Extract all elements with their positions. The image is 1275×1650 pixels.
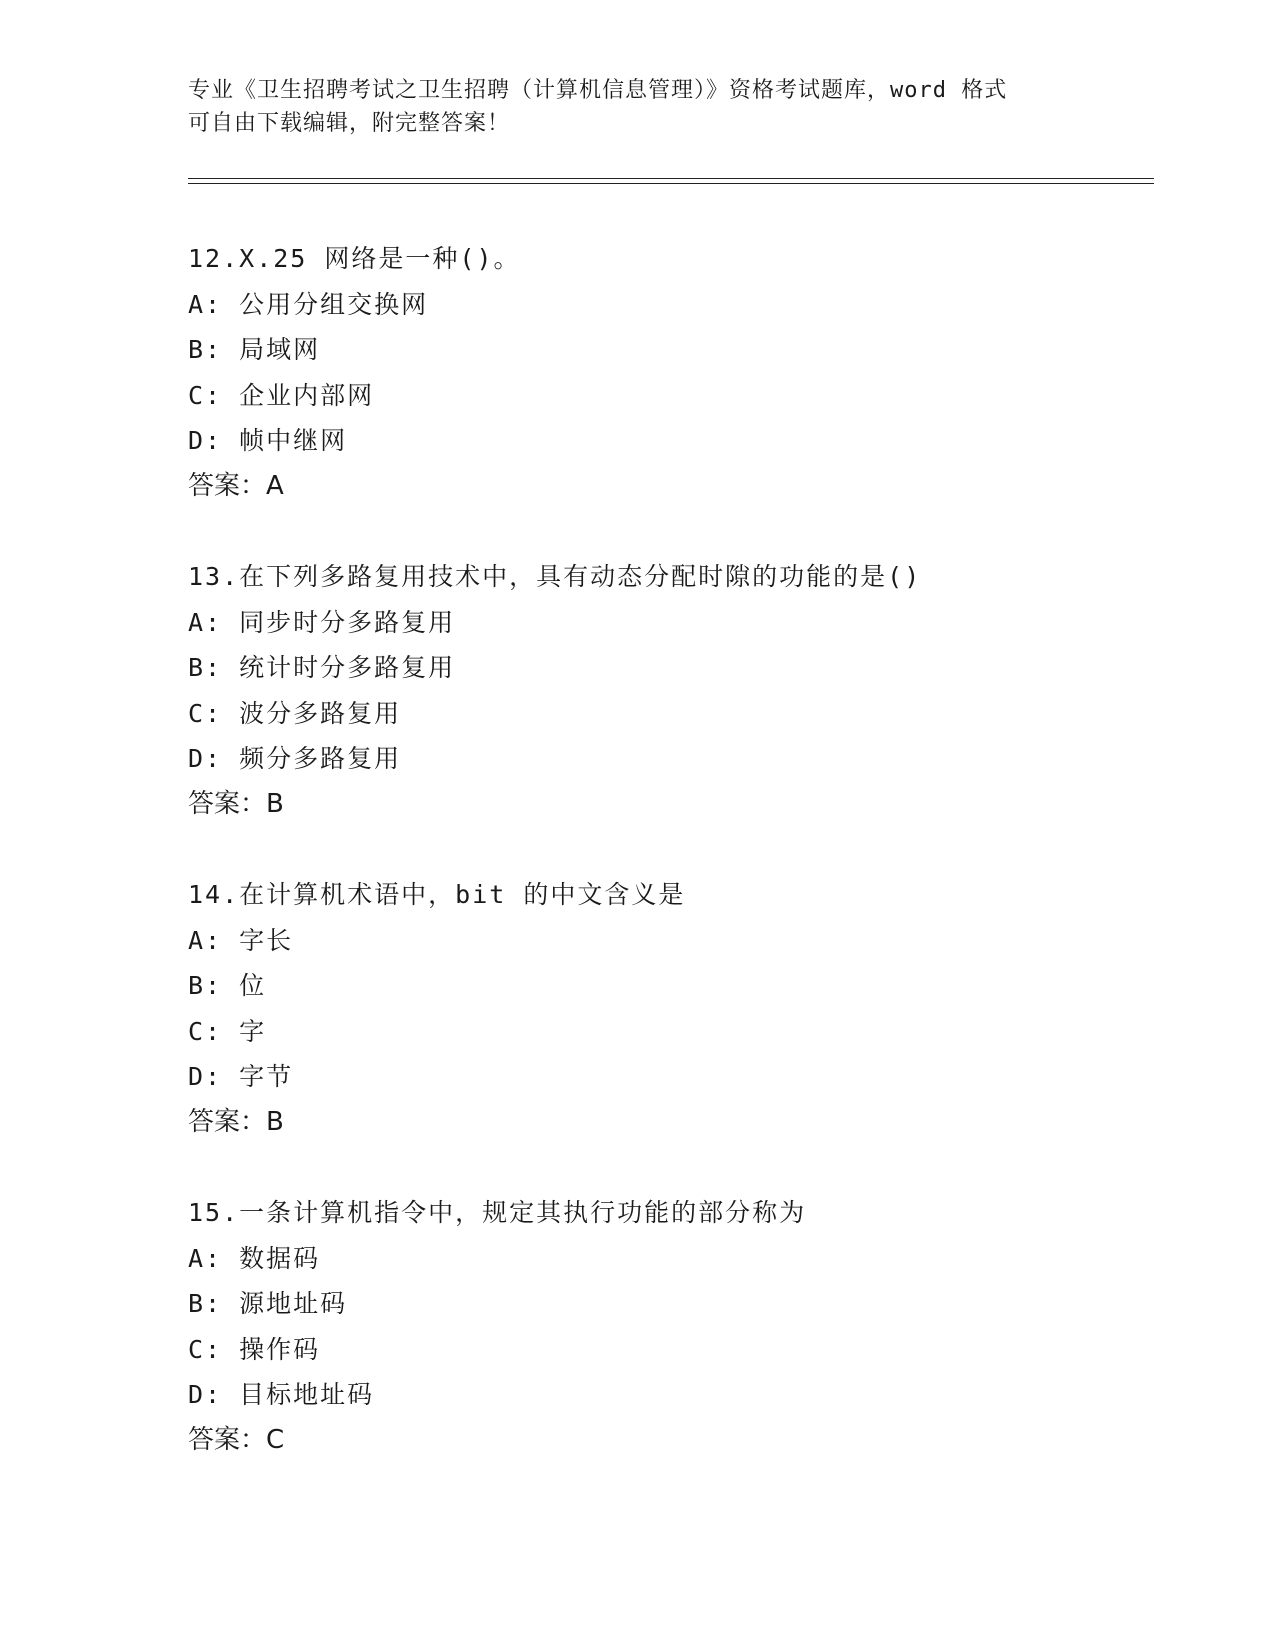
- option-b: B: 统计时分多路复用: [188, 653, 456, 682]
- option-a: A: 公用分组交换网: [188, 289, 429, 319]
- option-d: D: 字节: [188, 1062, 294, 1091]
- option-c: C: 波分多路复用: [188, 698, 402, 728]
- option-d: D: 帧中继网: [188, 426, 348, 455]
- option-b: B: 局域网: [188, 335, 321, 364]
- question-14: [188, 872, 1148, 1145]
- option-c: C: 操作码: [188, 1334, 321, 1364]
- option-b: B: 位: [188, 971, 267, 1000]
- header-line-2: 可自由下载编辑，附完整答案！: [188, 111, 511, 136]
- answer-line: 答案：B: [188, 1106, 284, 1137]
- header-divider: [188, 178, 1154, 184]
- option-b: B: 源地址码: [188, 1289, 348, 1318]
- answer-line: 答案：C: [188, 1424, 285, 1455]
- question-12: [188, 236, 1148, 509]
- question-15: [188, 1190, 1148, 1463]
- question-stem: 12.X.25 网络是一种()。: [188, 244, 521, 273]
- option-d: D: 频分多路复用: [188, 744, 402, 773]
- question-stem: 13.在下列多路复用技术中，具有动态分配时隙的功能的是(): [188, 562, 922, 591]
- option-a: A: 字长: [188, 925, 294, 955]
- question-stem: 15.一条计算机指令中，规定其执行功能的部分称为: [188, 1198, 807, 1227]
- option-c: C: 字: [188, 1016, 267, 1046]
- option-c: C: 企业内部网: [188, 380, 375, 410]
- answer-line: 答案：B: [188, 788, 284, 819]
- option-d: D: 目标地址码: [188, 1380, 375, 1409]
- question-list: [188, 236, 1148, 1508]
- question-13: [188, 554, 1148, 827]
- header-line-1: 专业《卫生招聘考试之卫生招聘（计算机信息管理）》资格考试题库，word 格式: [188, 78, 1008, 103]
- option-a: A: 数据码: [188, 1243, 321, 1273]
- answer-line: 答案：A: [188, 470, 284, 501]
- option-a: A: 同步时分多路复用: [188, 607, 456, 637]
- question-stem: 14.在计算机术语中，bit 的中文含义是: [188, 880, 686, 909]
- document-header: [188, 74, 1088, 140]
